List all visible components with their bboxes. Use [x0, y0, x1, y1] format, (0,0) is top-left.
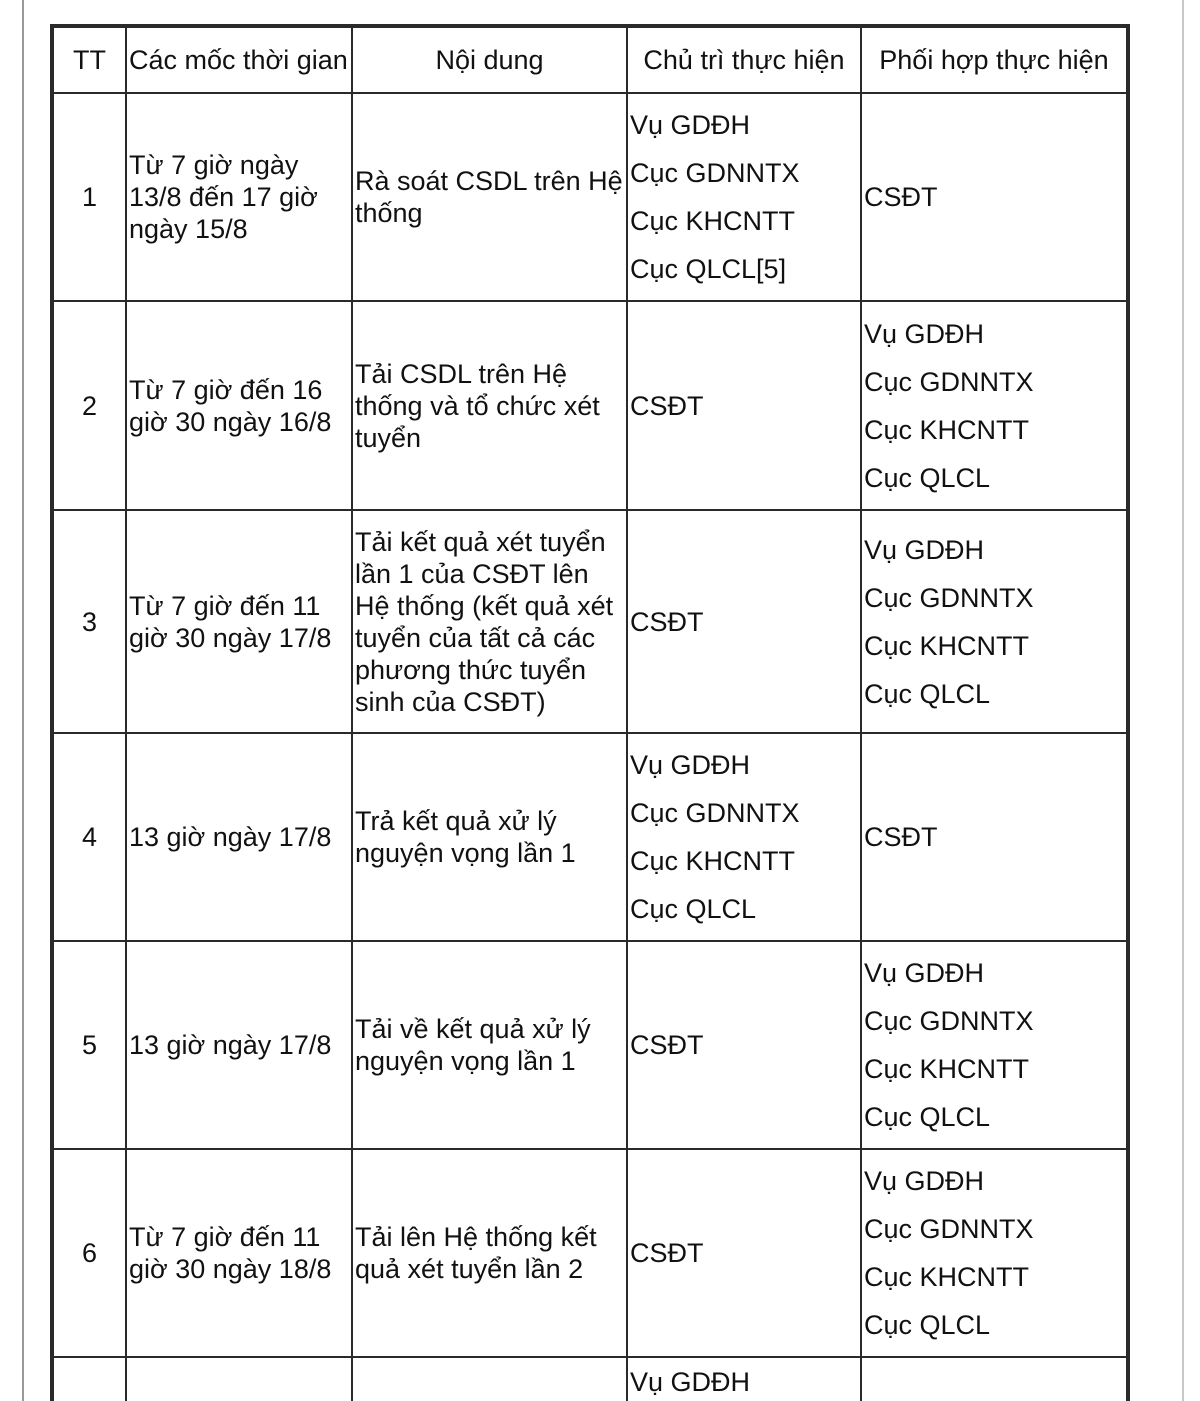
table-row	[52, 941, 1128, 1149]
coop-item: Cục GDNNTX	[864, 1006, 1034, 1036]
table-row	[52, 1357, 1128, 1401]
cell-lead	[627, 301, 861, 510]
coop-item: Cục KHCNTT	[864, 1054, 1030, 1084]
cell-coop	[861, 510, 1128, 733]
cell-content: Trả kết quả xử lý nguyện vọng lần 1	[352, 733, 627, 941]
cell-lead	[627, 1357, 861, 1401]
table-row	[52, 93, 1128, 301]
coop-item: Cục QLCL	[864, 462, 991, 493]
lead-item: Vụ GDĐH	[630, 1367, 751, 1397]
coop-item: Cục QLCL	[864, 1102, 991, 1132]
cell-time: Từ 7 giờ đến 11 giờ 30 ngày 18/8	[126, 1149, 352, 1357]
cell-time: 13 giờ ngày 17/8	[126, 941, 352, 1149]
page-left-border	[22, 0, 24, 1401]
cell-tt: 4	[52, 733, 126, 941]
table-row	[52, 510, 1128, 733]
table-row	[52, 733, 1128, 941]
cell-lead	[627, 941, 861, 1149]
lead-item: Cục GDNNTX	[630, 158, 800, 188]
cell-lead	[627, 93, 861, 301]
header-coop: Phối hợp thực hiện	[861, 26, 1128, 93]
lead-item: Cục KHCNTT	[630, 206, 796, 236]
coop-item: Cục GDNNTX	[864, 366, 1034, 397]
cell-tt: 1	[52, 93, 126, 301]
cell-tt: 3	[52, 510, 126, 733]
lead-item: Cục KHCNTT	[630, 846, 796, 876]
cell-content: Rà soát CSDL trên Hệ thống	[352, 93, 627, 301]
coop-item: Cục QLCL	[864, 1310, 991, 1340]
cell-tt: 6	[52, 1149, 126, 1357]
cell-content: Tải kết quả xét tuyển lần 1 của CSĐT lên Hệ thống (kết quả xét tuyển của tất cả các phương thức tuyển sinh của CSĐT)	[352, 510, 627, 733]
cell-content	[352, 1357, 627, 1401]
lead-item: Vụ GDĐH	[630, 110, 751, 140]
coop-item: Cục GDNNTX	[864, 582, 1034, 613]
cell-time: Từ 7 giờ ngày 13/8 đến 17 giờ ngày 15/8	[126, 93, 352, 301]
coop-item: CSĐT	[864, 822, 938, 852]
lead-item: CSĐT	[630, 1238, 704, 1268]
table-row	[52, 1149, 1128, 1357]
cell-coop	[861, 733, 1128, 941]
lead-item: CSĐT	[630, 390, 704, 421]
coop-item: Cục KHCNTT	[864, 630, 1030, 661]
coop-item: Cục QLCL	[864, 678, 991, 709]
coop-item: Cục KHCNTT	[864, 1262, 1030, 1292]
table-header-row	[52, 26, 1128, 93]
cell-time	[126, 1357, 352, 1401]
cell-tt: 2	[52, 301, 126, 510]
header-lead: Chủ trì thực hiện	[627, 26, 861, 93]
lead-item: CSĐT	[630, 1030, 704, 1060]
coop-item: Vụ GDĐH	[864, 318, 985, 349]
coop-item: Vụ GDĐH	[864, 958, 985, 988]
coop-item: Vụ GDĐH	[864, 534, 985, 565]
cell-time: 13 giờ ngày 17/8	[126, 733, 352, 941]
cell-coop	[861, 941, 1128, 1149]
cell-lead	[627, 733, 861, 941]
cell-content: Tải CSDL trên Hệ thống và tổ chức xét tuyển	[352, 301, 627, 510]
cell-lead	[627, 1149, 861, 1357]
cell-content: Tải về kết quả xử lý nguyện vọng lần 1	[352, 941, 627, 1149]
cell-coop	[861, 1149, 1128, 1357]
cell-coop	[861, 301, 1128, 510]
cell-time: Từ 7 giờ đến 11 giờ 30 ngày 17/8	[126, 510, 352, 733]
cell-coop	[861, 93, 1128, 301]
lead-item: Cục QLCL[5]	[630, 254, 787, 284]
lead-item: Cục QLCL	[630, 894, 757, 924]
cell-lead	[627, 510, 861, 733]
coop-item: Cục KHCNTT	[864, 414, 1030, 445]
lead-item: Cục GDNNTX	[630, 798, 800, 828]
page-right-border	[1182, 0, 1184, 1401]
header-time: Các mốc thời gian	[126, 26, 352, 93]
table-row	[52, 301, 1128, 510]
cell-content: Tải lên Hệ thống kết quả xét tuyển lần 2	[352, 1149, 627, 1357]
cell-tt: 5	[52, 941, 126, 1149]
coop-item: CSĐT	[864, 182, 938, 212]
cell-coop	[861, 1357, 1128, 1401]
cell-tt	[52, 1357, 126, 1401]
header-content: Nội dung	[352, 26, 627, 93]
coop-item: Cục GDNNTX	[864, 1214, 1034, 1244]
coop-item: Vụ GDĐH	[864, 1166, 985, 1196]
cell-time: Từ 7 giờ đến 16 giờ 30 ngày 16/8	[126, 301, 352, 510]
lead-item: Vụ GDĐH	[630, 750, 751, 780]
schedule-table	[50, 24, 1130, 1401]
lead-item: CSĐT	[630, 606, 704, 637]
header-tt: TT	[52, 26, 126, 93]
